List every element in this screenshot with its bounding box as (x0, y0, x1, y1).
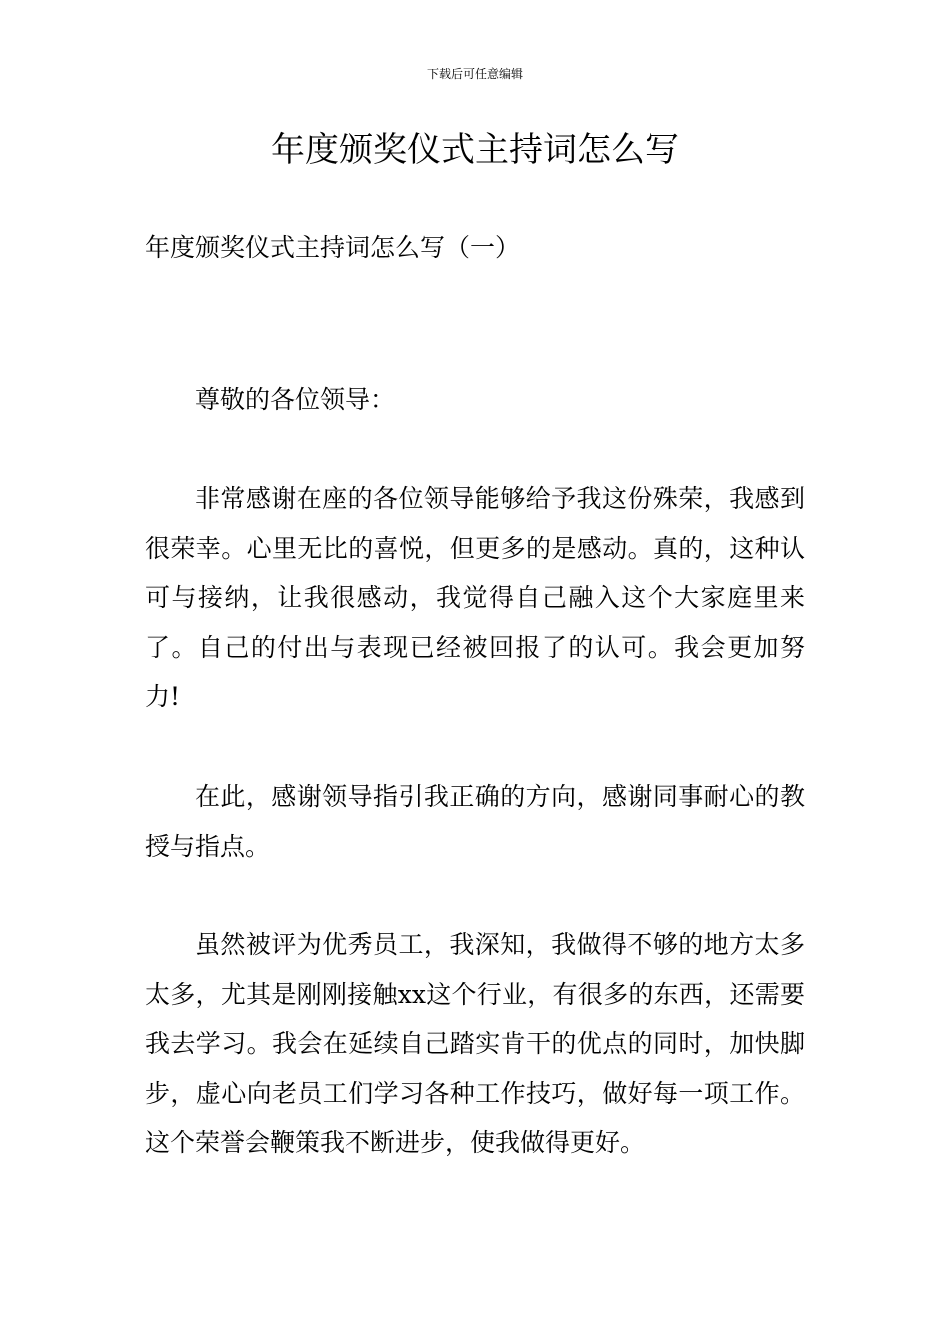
paragraph-thanks: 非常感谢在座的各位领导能够给予我这份殊荣，我感到很荣幸。心里无比的喜悦，但更多的是感动。真的，这种认可与接纳，让我很感动，我觉得自己融入这个大家庭里来了。自己的付出与表现已经被回报了的认可。我会更加努力! (145, 484, 805, 711)
section-heading: 年度颁奖仪式主持词怎么写（一） (145, 233, 521, 262)
paragraph-commitment: 虽然被评为优秀员工，我深知，我做得不够的地方太多太多，尤其是刚刚接触xx这个行业，有很多的东西，还需要我去学习。我会在延续自己踏实肯干的优点的同时，加快脚步，虚心向老员工们学习各种工作技巧，做好每一项工作。这个荣誉会鞭策我不断进步，使我做得更好。 (145, 930, 805, 1157)
paragraph-gratitude: 在此，感谢领导指引我正确的方向，感谢同事耐心的教授与指点。 (145, 782, 805, 861)
page-header-note: 下载后可任意编辑 (426, 67, 523, 81)
document-title: 年度颁奖仪式主持词怎么写 (271, 130, 679, 170)
salutation: 尊敬的各位领导： (195, 385, 396, 414)
